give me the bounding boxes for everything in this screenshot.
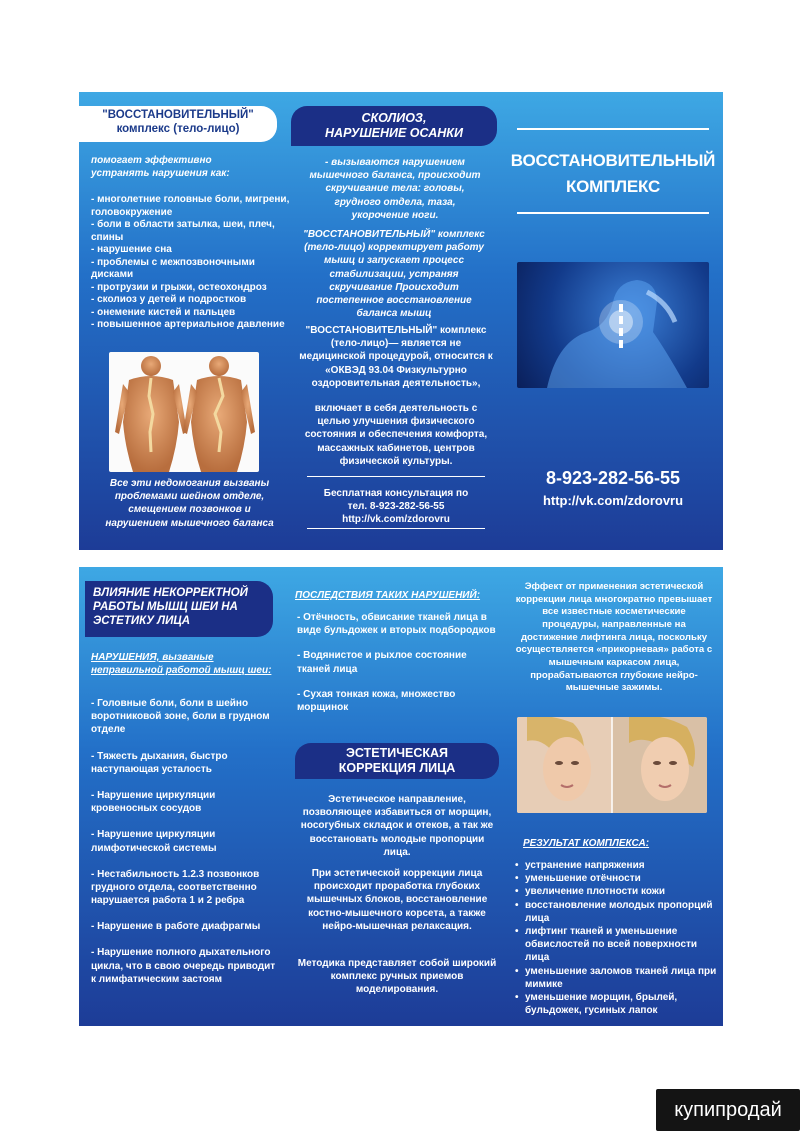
figure-left	[115, 356, 187, 472]
watermark-badge	[656, 1089, 800, 1131]
violations-list	[91, 697, 281, 999]
result-item	[515, 925, 717, 965]
header-line: СКОЛИОЗ,	[361, 111, 427, 125]
symptom-item: - проблемы с межпозвоночными дисками	[91, 256, 255, 280]
result-text: увеличение плотности кожи	[525, 886, 666, 898]
effect-intro-text: Эффект от применения эстетической коррекции лица многократно превышает все известные косметические процедуры, направленные на достижение лифтинга лица, поскольку осуществляется «прикорневая» работа с мышечным каркасом лица, прорабатываются глубокие нейро-мышечные зажимы.	[515, 581, 713, 694]
violation-item: - Нарушение циркуляции кровеносных сосудов	[91, 789, 216, 815]
result-item	[515, 872, 717, 885]
non-medical-text: "ВОССТАНОВИТЕЛЬНЫЙ" комплекс (тело-лицо)— является не медицинской процедурой, относится к «ОКВЭД 93.04 Физкультурно оздоровительная деятельность»,	[299, 325, 493, 389]
subheader-line: неправильной работой мышц шеи:	[91, 665, 272, 677]
result-text: уменьшение заломов тканей лица при мимике	[525, 965, 717, 990]
result-title: РЕЗУЛЬТАТ КОМПЛЕКСА:	[523, 838, 650, 849]
result-item	[515, 991, 717, 1017]
bullet-icon: •	[515, 860, 519, 871]
result-text: уменьшение морщин, брылей, бульдожек, гусиных лапок	[525, 991, 678, 1017]
consequences-title: ПОСЛЕДСТВИЯ ТАКИХ НАРУШЕНИЙ:	[295, 590, 481, 601]
watermark-text: купипродай	[674, 1099, 782, 1121]
header-line: "ВОССТАНОВИТЕЛЬНЫЙ"	[102, 109, 254, 121]
aesthetic-direction-text: Эстетическое направление, позволяющее избавиться от морщин, носогубных складок и отеков, а так же восстановать молодые пропорции лица.	[300, 794, 494, 858]
result-item	[515, 859, 717, 872]
consult-line: Бесплатная консультация по	[323, 488, 469, 499]
restorative-complex-header	[79, 106, 277, 142]
header-line: НАРУШЕНИЕ ОСАНКИ	[325, 126, 463, 140]
header-line: ЭСТЕТИЧЕСКАЯ	[346, 746, 448, 760]
violation-item: - Нарушение циркуляции лимфотической системы	[91, 829, 217, 854]
divider	[307, 476, 485, 477]
title-line: КОМПЛЕКС	[565, 176, 661, 196]
symptom-item: - боли в области затылка, шеи, плеч, спины	[91, 219, 275, 243]
phone-number[interactable]: 8-923-282-56-55	[545, 468, 681, 488]
consequences-list	[297, 611, 497, 726]
consult-phone: тел. 8-923-282-56-55	[347, 501, 445, 513]
consequence-item: - Отёчность, обвисание тканей лица в виде бульдожек и вторых подбородков	[297, 612, 496, 637]
free-consultation	[299, 487, 493, 527]
violation-item: - Тяжесть дыхания, быстро наступающая усталость	[91, 750, 228, 775]
bullet-icon: •	[515, 899, 519, 911]
method-text: Методика представляет собой широкий комплекс ручных приемов моделирования.	[297, 958, 497, 996]
header-line: комплекс (тело-лицо)	[116, 122, 240, 135]
bullet-icon: •	[515, 925, 519, 937]
violation-item: - Нестабильность 1.2.3 позвонков грудного отдела, соответственно нарушается работа 1 и 2 ребра	[91, 868, 260, 907]
complex-corrects-text: "ВОССТАНОВИТЕЛЬНЫЙ" комплекс (тело-лицо) корректирует работу мышц и запускает процесс стабилизации, устраняя скручивание Происходит постепенное восстановление баланса мышц	[303, 229, 485, 320]
title-line: ВОССТАНОВИТЕЛЬНЫЙ	[510, 151, 716, 170]
symptom-item: - онемение кистей и пальцев	[91, 306, 236, 318]
brochure-outer-side	[79, 92, 723, 550]
bullet-icon: •	[515, 991, 519, 1003]
symptom-item: - нарушение сна	[91, 244, 172, 255]
divider	[517, 212, 709, 214]
brochure-title	[509, 148, 717, 199]
divider	[307, 528, 485, 529]
bullet-icon: •	[515, 886, 519, 898]
bullet-icon: •	[515, 965, 519, 977]
scoliosis-cause-text: - вызываются нарушением мышечного баланса, происходит скручивание тела: головы, грудного отдела, таза, укорочение ноги.	[309, 157, 481, 221]
result-text: устранение напряжения	[525, 860, 645, 871]
result-text: лифтинг тканей и уменьшение обвислостей по всей поверхности лица	[525, 925, 698, 964]
symptom-item: - многолетние головные боли, мигрени, головокружение	[91, 194, 290, 218]
correction-process-text: При эстетической коррекции лица происходит проработка глубоких мышечных блоков, восстановление костно-мышечного корсета, а также нейро-мышечная релаксация.	[306, 868, 488, 932]
before-after-photo	[517, 717, 707, 813]
violation-item: - Нарушение в работе диафрагмы	[91, 921, 261, 933]
activity-text: включает в себя деятельность с целью улучшения физического состояния и обеспечения комфорта, массажных кабинетов, центров физической культуры.	[304, 403, 488, 467]
symptom-item: - протрузии и грыжи, остеохондроз	[91, 281, 267, 293]
violation-item: - Головные боли, боли в шейно воротниковой зоне, боли в грудном отделе	[91, 698, 270, 736]
figure-right	[183, 356, 255, 472]
result-text: восстановление молодых пропорций лица	[525, 899, 713, 924]
bullet-icon: •	[515, 873, 519, 885]
divider	[517, 128, 709, 130]
brochure-inner-side	[79, 567, 723, 1026]
vk-link[interactable]: http://vk.com/zdorovru	[542, 493, 684, 508]
result-text: уменьшение отёчности	[525, 873, 641, 885]
symptom-item: - сколиоз у детей и подростков	[91, 294, 247, 305]
intro-text: помогает эффективно устранять нарушения как:	[91, 155, 230, 180]
symptom-list	[91, 194, 291, 332]
results-list	[515, 859, 717, 1017]
result-item	[515, 899, 717, 925]
subheader-line: НАРУШЕНИЯ, вызваные	[91, 652, 214, 663]
violations-subheader	[91, 651, 291, 677]
scoliosis-header	[291, 106, 497, 146]
before-after-faces	[517, 717, 707, 813]
spine-back-figure-image	[109, 352, 259, 472]
consult-link[interactable]: http://vk.com/zdorovru	[342, 514, 450, 526]
violation-item: - Нарушение полного дыхательного цикла, что в свою очередь приводит к лимфатическим застоям	[91, 947, 276, 985]
neck-pain-image	[517, 262, 709, 388]
header-line: КОРРЕКЦИЯ ЛИЦА	[338, 761, 456, 775]
neck-influence-header: ВЛИЯНИЕ НЕКОРРЕКТНОЙ РАБОТЫ МЫШЦ ШЕИ НА ЭСТЕТИКУ ЛИЦА	[85, 581, 273, 637]
result-item	[515, 885, 717, 898]
image-caption: Все эти недомогания вызваны проблемами шейном отделе, смещением позвонков и нарушением мышечного баланса	[105, 478, 274, 529]
aesthetic-correction-header	[295, 743, 499, 779]
back-figures-illustration	[109, 352, 259, 472]
consequence-item: - Сухая тонкая кожа, множество морщинок	[297, 688, 456, 713]
result-item	[515, 965, 717, 991]
symptom-item: - повышенное артериальное давление	[91, 319, 285, 330]
neck-skeleton-illustration	[517, 262, 709, 388]
consequence-item: - Водянистое и рыхлое состояние тканей лица	[297, 650, 467, 675]
